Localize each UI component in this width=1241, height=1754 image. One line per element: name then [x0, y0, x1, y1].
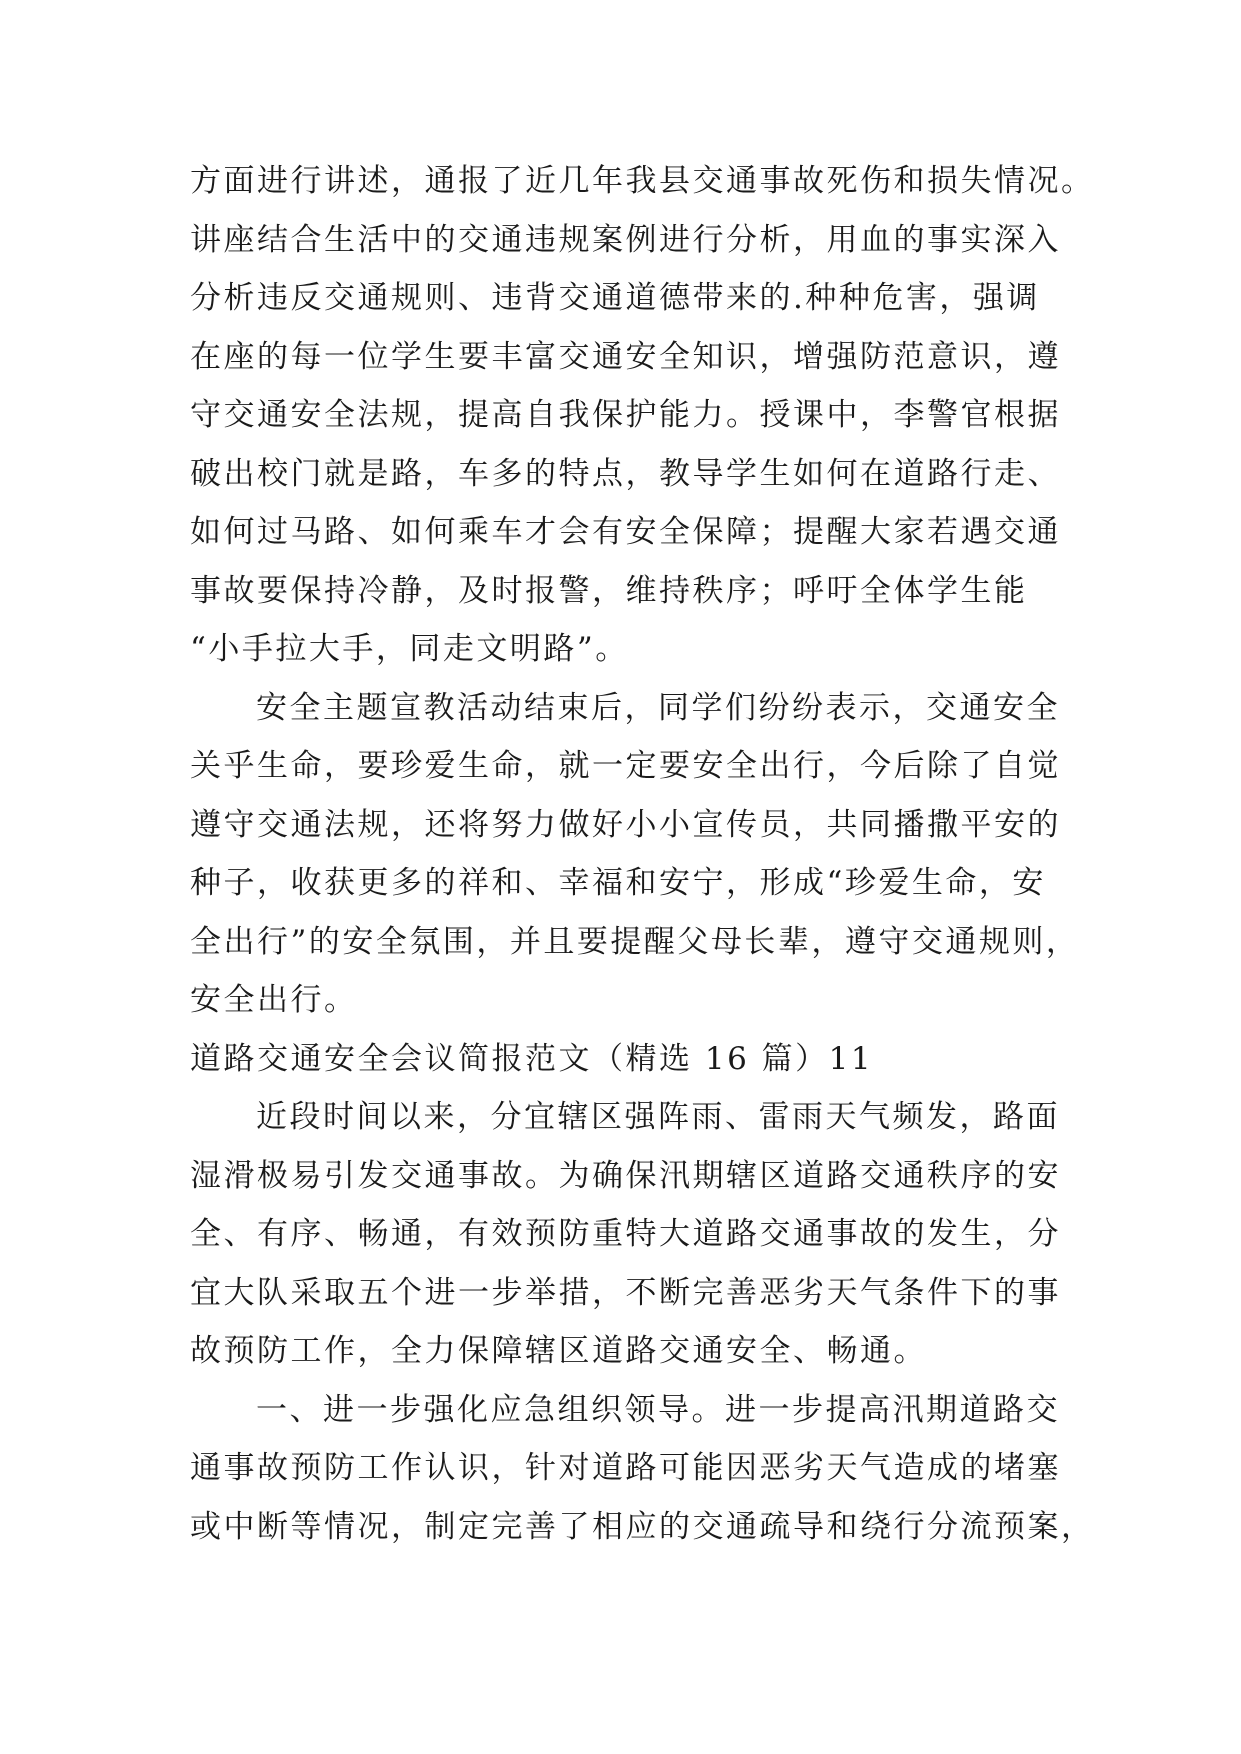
text-line: 全出行”的安全氛围，并且要提醒父母长辈，遵守交通规则，	[190, 923, 1080, 960]
text-line: 道路交通安全会议简报范文（精选 16 篇）11	[190, 1040, 874, 1077]
text-line: 安全出行。	[190, 982, 358, 1018]
text-line: 如何过马路、如何乘车才会有安全保障；提醒大家若遇交通	[190, 514, 1061, 550]
document-body	[190, 152, 1095, 1556]
text-line: 湿滑极易引发交通事故。为确保汛期辖区道路交通秩序的安	[190, 1157, 1061, 1194]
text-line: 在座的每一位学生要丰富交通安全知识，增强防范意识，遵	[190, 338, 1061, 375]
text-line: 安全主题宣教活动结束后，同学们纷纷表示，交通安全	[256, 689, 1060, 726]
text-line: “小手拉大手，同走文明路”。	[190, 631, 629, 667]
text-line: 分析违反交通规则、违背交通道德带来的.种种危害，强调	[190, 280, 1040, 316]
text-line: 讲座结合生活中的交通违规案例进行分析，用血的事实深入	[190, 221, 1061, 258]
text-line: 或中断等情况，制定完善了相应的交通疏导和绕行分流预案，	[190, 1508, 1095, 1545]
text-line: 守交通安全法规，提高自我保护能力。授课中，李警官根据	[190, 397, 1061, 433]
text-line: 宜大队采取五个进一步举措，不断完善恶劣天气条件下的事	[190, 1274, 1061, 1311]
text-line: 一、进一步强化应急组织领导。进一步提高汛期道路交	[256, 1391, 1060, 1428]
text-line: 通事故预防工作认识，针对道路可能因恶劣天气造成的堵塞	[190, 1450, 1061, 1486]
text-line: 种子，收获更多的祥和、幸福和安宁，形成“珍爱生命，安	[190, 865, 1046, 901]
text-line: 关乎生命，要珍爱生命，就一定要安全出行，今后除了自觉	[190, 748, 1061, 784]
text-line: 全、有序、畅通，有效预防重特大道路交通事故的发生，分	[190, 1216, 1061, 1252]
text-line: 事故要保持冷静，及时报警，维持秩序；呼吁全体学生能	[190, 572, 1028, 609]
text-line: 近段时间以来，分宜辖区强阵雨、雷雨天气频发，路面	[256, 1099, 1060, 1135]
text-line: 遵守交通法规，还将努力做好小小宣传员，共同播撒平安的	[190, 806, 1061, 843]
text-line: 破出校门就是路，车多的特点，教导学生如何在道路行走、	[190, 455, 1061, 492]
text-line: 故预防工作，全力保障辖区道路交通安全、畅通。	[190, 1333, 927, 1369]
text-line: 方面进行讲述，通报了近几年我县交通事故死伤和损失情况。	[190, 163, 1095, 199]
